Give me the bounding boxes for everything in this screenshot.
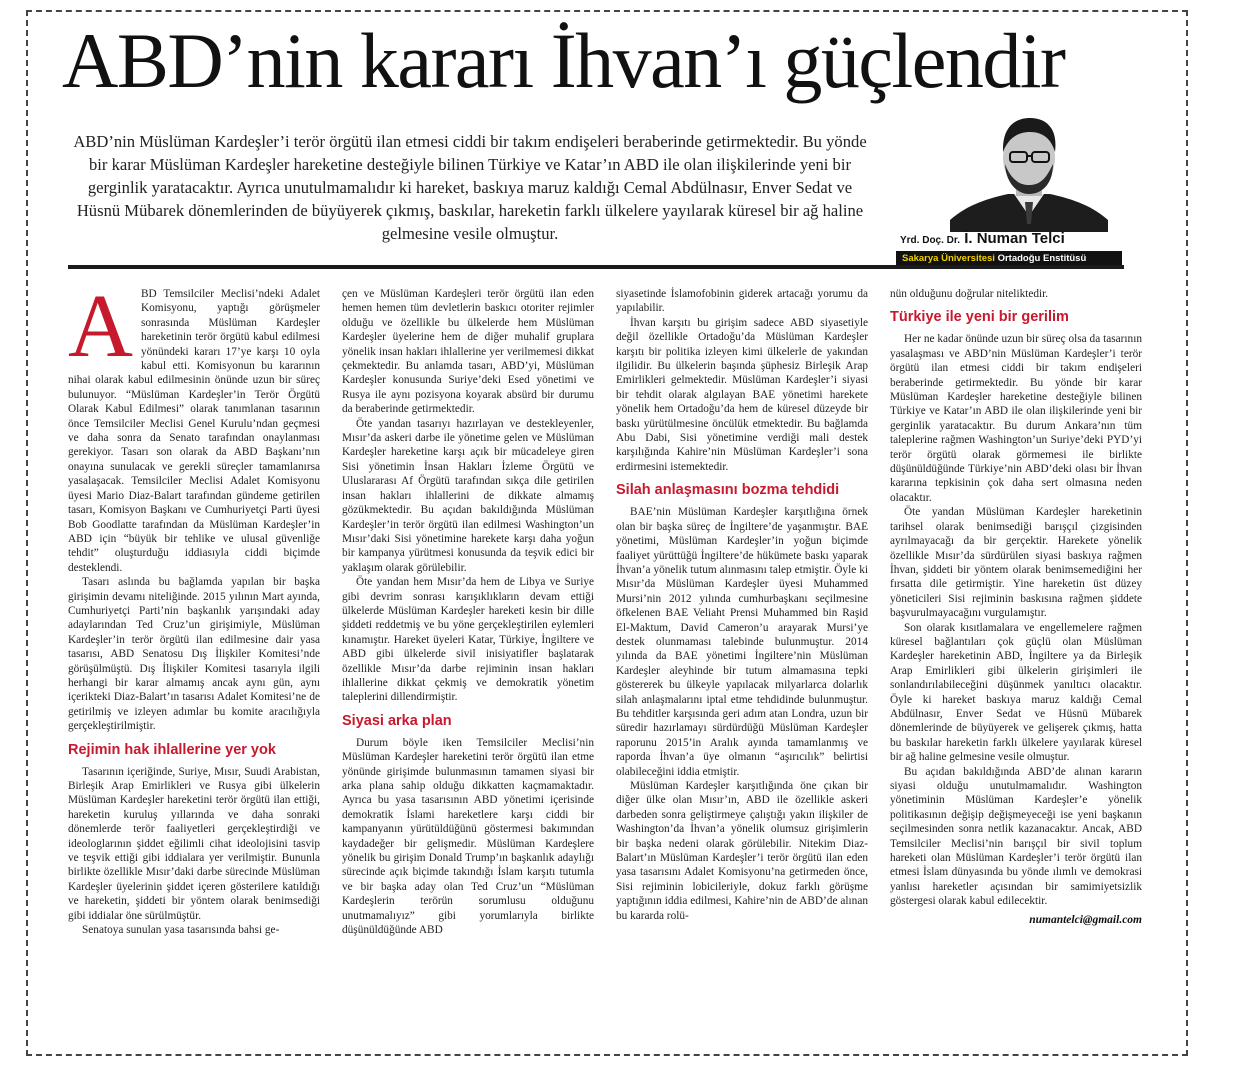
paragraph: çen ve Müslüman Kardeşleri terör örgütü ilan eden hemen hemen tüm devletlerin baskıcı otoriter rejimler olduğu ve özellikle bu ülkelerde hem Müslüman Kardeşler üyelerine hem de diğer muhalif gruplara yönelik insan hakları ihlallerine yer verilmemesi dikkat çekmektedir. Bu anlamda tasarı, ABD’yi, Müslüman Kardeşler konusunda Suriye’deki Esed yönetimi ve Rusya ile aynı pozisyona koyarak absürd bir durumu da beraberinde getirmektedir. <box>342 288 594 416</box>
paragraph: BD Temsilciler Meclisi’ndeki Adalet Komisyonu, yaptığı görüşmeler sonrasında Müslüman Kardeşler hareketinin terör örgütü kabul edilmesi yönündeki kararı 17’ye karşı 10 oyla kabul etti. Komisyonun bu kararının nihai olarak kabul edilmesinin önünde uzun bir süreç bulunuyor. “Müslüman Kardeşler’in Terör Örgütü Olarak Kabul Edilmesi” olarak tanımlanan tasarının önce Temsilciler Meclisi Genel Kurulu’ndan geçmesi ve daha sonra da Senato tarafından onaylanması gerekiyor. Tasarı son olarak da ABD Başkanı’nın onayına sunulacak ve gerekli süreçler tamamlanırsa yasalaşacak. Temsilciler Meclisi Adalet Komisyonu üyesi Mario Diaz-Balart tarafından gündeme getirilen tasarı, Komisyon Başkanı ve Cumhuriyetçi Parti üyesi Bob Goodlatte tarafından da Müslüman Kardeşler’in ABD için “büyük bir tehlike ve ulusal güvenliğe tehdit” oluşturduğu iddiasıyla ciddi biçimde desteklendi. <box>68 288 320 574</box>
paragraph: siyasetinde İslamofobinin giderek artacağı yorumu da yapılabilir. <box>616 288 868 315</box>
paragraph: Öte yandan hem Mısır’da hem de Libya ve Suriye gibi devrim sonrası karışıklıkların devam ettiği ülkelerde Müslüman Kardeşler hareketi kesin bir dille şiddeti reddetmiş ve bu yöne gerçekleştirilen eylemleri kınamıştır. Hareket üyeleri Katar, Türkiye, İngiltere ve ABD gibi ülkelerde sivil inisiyatifler başlatarak özellikle Mısır’da darbe rejiminin insan hakları ihlallerine dikkat çekmiş ve demokratik yönetim taleplerini dillendirmiştir. <box>342 576 594 704</box>
paragraph: Öte yandan tasarıyı hazırlayan ve destekleyenler, Mısır’da askeri darbe ile yönetime gelen ve Müslüman Kardeşler hareketine karşı açık bir mücadeleye giren Sisi yönetimin İnsan Hakları İzleme Örgütü ve Uluslararası Af Örgütü tarafından sıkça dile getirilen insan hakları ihlallerini de dikkate almamış gözükmektedir. Bu açıdan bakıldığında Müslüman Kardeşler’in terör örgütü ilan edilmesi Washington’un Mısır’daki Sisi yönetimine harekete karşı daha yoğun bir kampanya yürütmesi konusunda da teşvik edici bir yaklaşım olarak görülebilir. <box>342 417 594 574</box>
column-1 <box>68 287 320 1042</box>
paragraph: nün olduğunu doğrular niteliktedir. <box>890 288 1049 300</box>
author-photo <box>950 112 1108 232</box>
column-2 <box>342 287 594 1042</box>
column-3 <box>616 287 868 1042</box>
paragraph: Son olarak kısıtlamalara ve engellemelere rağmen küresel bağlantıları çok güçlü olan Müslüman Kardeşler hareketinin ABD, İngiltere ya da Birleşik Arap Emirlikleri gibi ülkelerin girişimleri ile sonlandırılabileceğini düşünmek yanıltıcı olacaktır. Öyle ki hareket baskıya maruz kaldığı Cemal Abdülnasır, Enver Sedat ve Hüsnü Mübarek dönemlerinde de büyüyerek ve gelişerek çıkmış, hatta bu baskılar hareketin farklı ülkelere yayılarak küresel bir ağ haline gelmesine vesile olmuştur. <box>890 621 1142 764</box>
author-email[interactable]: numantelci@gmail.com <box>1029 913 1142 926</box>
paragraph: Tasarının içeriğinde, Suriye, Mısır, Suudi Arabistan, Birleşik Arap Emirlikleri ve Rusya gibi ülkelerin Müslüman Kardeşler hareketini terör örgütü ilan ettiği, hareketin kuruluş yıllarında ve daha sonraki dönemlerde terör faaliyetleri gerçekleştirdiği ve ideologlarının şiddet eğilimli cihat ideolojisini tasvip ve teşvik ettiği gibi iddialara yer verilmiştir. Bununla birlikte özellikle Mısır’daki darbe sürecinde Müslüman Kardeşler üyelerinin şiddet içeren gösterilere katıldığı ve hareketin, şiddeti bir yöntem olarak benimsediği gibi iddialar öne sürülmüştür. <box>68 765 320 922</box>
paragraph: Bu açıdan bakıldığında ABD’de alınan kararın siyasi olduğu unutulmamalıdır. Washington yönetiminin Müslüman Kardeşler’e yönelik politikasının değişip değişmeyeceği ise yeni başkanın seçilmesinden sonra netlik kazanacaktır. Ancak, ABD Temsilciler Meclisi’nin barışçıl bir sivil toplum hareketi olan Müslüman Kardeşler’i terör örgütü ilan etmesi İslam dünyasında bu yönde ılımlı ve demokrasi yanlısı hareketler açısından bir samimiyetsizlik göstergesi olarak kabul edilecektir. <box>890 765 1142 908</box>
paragraph: Tasarı aslında bu bağlamda yapılan bir başka girişimin devamı niteliğinde. 2015 yılının Mart ayında, Cumhuriyetçi Parti’nin başkanlık yarışındaki aday adaylarından Ted Cruz’un girişimiyle, Müslüman Kardeşler’in terör örgütü ilan edilmesine dair yasa tasarısı, ABD Senatosu Dış İlişkiler Komitesi’nde görüşülmüştü. Dış İlişkiler Komitesi tasarıyla ilgili herhangi bir karar almamış ancak aynı gün, aynı içerikteki Diaz-Balart’ın tasarısı Adalet Komitesi’ne de getirilmiş ve izleyen adımlar bu komite aracılığıyla gerçekleştirilmiştir. <box>68 576 320 733</box>
drop-cap: A <box>68 287 133 376</box>
affiliation-institute: Ortadoğu Enstitüsü <box>997 253 1087 264</box>
paragraph: Her ne kadar önünde uzun bir süreç olsa da tasarının yasalaşması ve ABD’nin Müslüman Kardeşler’i terör örgütü ilan etmesi ciddi bir takım endişeleri beraberinde getirmektedir. Bu yönde bir karar Müslüman Kardeşler hareketine desteğiyle bilinen Türkiye ve Katar’ın ABD ile olan ilişkilerinde yeni bir gerginlik yaratacaktır. Bu durum Ankara’nın tüm taleplerine rağmen Washington’un Suriye’deki PYD’yi terör örgütü olarak görmemesi ile birlikte düşünüldüğünde Türkiye’nin ABD’deki olası bir İhvan kararına tepkisinin çok daha sert olmasına neden olacaktır. <box>890 333 1142 504</box>
author-byline <box>900 230 1122 247</box>
article-lede: ABD’nin Müslüman Kardeşler’i terör örgütü ilan etmesi ciddi bir takım endişeleri beraberinde getirmektedir. Bu yönde bir karar Müslüman Kardeşler hareketine desteğiyle bilinen Türkiye ve Katar’ın ABD ile olan ilişkilerinde yeni bir gerginlik yaratacaktır. Ayrıca unutulmamalıdır ki hareket, baskıya maruz kaldığı Cemal Abdülnasır, Enver Sedat ve Hüsnü Mübarek dönemlerinden de büyüyerek çıkmış, baskılar, hareketin farklı ülkelere yayılarak küresel bir ağ haline gelmesine vesile olmuştur. <box>73 132 867 243</box>
section-heading: Siyasi arka plan <box>342 712 452 729</box>
section-heading: Türkiye ile yeni bir gerilim <box>890 309 1069 326</box>
paragraph: Senatoya sunulan yasa tasarısında bahsi ge- <box>82 924 280 937</box>
paragraph: Durum böyle iken Temsilciler Meclisi’nin Müslüman Kardeşler hareketini terör örgütü ilan etme yönünde girişimde bulunmasının tamamen siyasi bir arka plana sahip olduğu dikkatten kaçmamaktadır. Ayrıca bu yasa tasarısının ABD yönetimi içerisinde demokratik İslami hareketlere karşı ciddi bir kampanyanın yürütüldüğünü göstermesi bakımından kaydadeğer bir gelişmedir. Müslüman Kardeşlere yönelik bu girişim Donald Trump’ın başkanlık adaylığı sürecinde açık biçimde takındığı İslam karşıtı tutumla ve bir başka aday olan Ted Cruz’un “Müslüman Kardeşlerin terörün sorumlusu olduğunu unutmamalıyız” gibi yorumlarıyla birlikte düşünüldüğünde ABD <box>342 736 594 937</box>
column-4 <box>890 287 1142 1042</box>
paragraph: Öte yandan Müslüman Kardeşler hareketinin tarihsel olarak benimsediği barışçıl çizgisinden ayrılmayacağı da bir gerçektir. Harekete yönelik özellikle Mısır’da sürdürülen siyasi baskıya rağmen İhvan, şiddeti bir yöntem olarak benimsemediğini her fırsatta dile getirmiştir. Yine hareketin üst düzey yöneticileri Sisi rejiminin baskısına rağmen şiddete başvurulmayacağını vurgulamıştır. <box>890 506 1142 620</box>
paragraph: BAE’nin Müslüman Kardeşler karşıtlığına örnek olan bir başka süreç de İngiltere’de yaşanmıştır. BAE yönetimi, Müslüman Kardeşler’in yoğun biçimde faaliyet yürüttüğü İngiltere’de hükümete baskı yaparak İhvan’a yönelik tutum alınmasını talep etmiştir. Öyle ki Mısır’da Müslüman Kardeşler üyesi Muhammed Mursi’nin 2012 yılında cumhurbaşkanı seçilmesine öfkelenen BAE Veliaht Prensi Muhammed bin Raşid El-Maktum, David Cameron’u arayarak Mursi’ye destek olunmaması talebinde bulunmuştur. 2014 yılında da BAE yönetimi İngiltere’nin Müslüman Kardeşler aleyhinde bir tutum almamasına tepki göstererek bu ülkeyle yapılacak milyarlarca dolarlık silah anlaşmalarını iptal etme tehdidinde bulunmuştur. Bu tehditler karşısında geri adım atan Londra, uzun bir süredir hazırlamayı sürdürdüğü Müslüman Kardeşler raporunu 2015’in Aralık ayında tamamlanmış ve raporda İhvan’a üye olmanın “aşırıcılık” belirtisi olabileceğini iddia etmiştir. <box>616 506 868 778</box>
section-heading: Rejimin hak ihlallerine yer yok <box>68 741 276 758</box>
article-headline: ABD’nin kararı İhvan’ı güçlendir <box>62 17 1065 104</box>
author-portrait-illustration <box>950 112 1108 232</box>
paragraph: İhvan karşıtı bu girişim sadece ABD siyasetiyle değil özellikle Ortadoğu’da Müslüman Kardeşler karşıtı bir politika izleyen kimi ülkelerle de yakından ilgilidir. Bu ülkelerin başında şüphesiz Birleşik Arap Emirlikleri gelmektedir. Müslüman Kardeşler’i siyasi bir tehdit olarak algılayan BAE yönetimi harekete yönelik hem Ortadoğu’da hem de küresel düzeyde bir baskı yürütülmesine öncülük etmektedir. Bu bağlamda Abu Dabi, Sisi yönetimine verdiği mali destek karşılığında Kahire’nin Müslüman Kardeşler’i sona erdirmesini istemektedir. <box>616 316 868 473</box>
header-divider <box>68 265 1124 269</box>
article-body <box>68 287 1148 1047</box>
author-name: İ. Numan Telci <box>964 230 1065 247</box>
section-heading: Silah anlaşmasını bozma tehdidi <box>616 482 840 499</box>
affiliation-university: Sakarya Üniversitesi <box>902 253 995 264</box>
paragraph: Müslüman Kardeşler karşıtlığında öne çıkan bir diğer ülke olan Mısır’ın, ABD ile özellikle askeri darbeden sonra geliştirmeye çalıştığı yakın ilişkiler de Washington’da İhvan’a yönelik olumsuz girişimlerin bir başka nedeni olarak görülebilir. Nitekim Diaz-Balart’ın Müslüman Kardeşler’i terör örgütü ilan eden yasa tasarısını Adalet Komisyonu’na getirmeden önce, Sisi rejiminin lobicileriyle, dokuz farklı görüşme yaptığının iddia edilmesi, Kahire’nin de ABD’de alınan bu kararda rolü- <box>616 780 868 922</box>
author-title: Yrd. Doç. Dr. <box>900 235 961 246</box>
